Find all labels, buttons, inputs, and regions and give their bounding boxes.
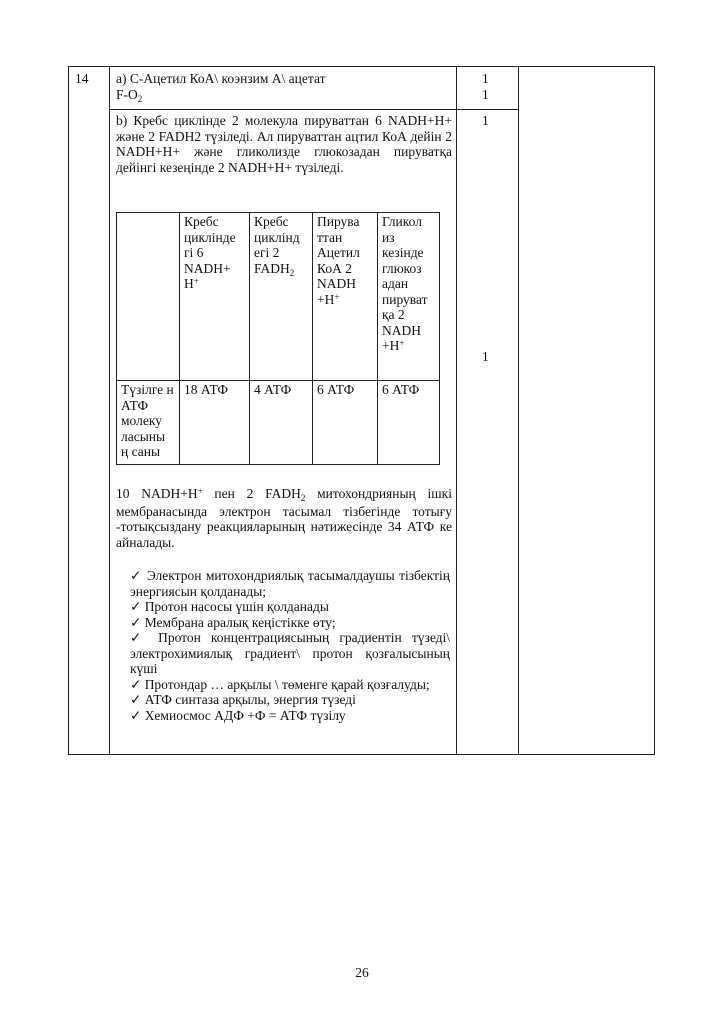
checklist xyxy=(130,568,450,723)
checklist-item: ✓ Хемиосмос АДФ +Ф = АТФ түзілу xyxy=(130,708,450,724)
column-divider-2 xyxy=(456,66,457,755)
table-border-top xyxy=(68,66,655,67)
part-b-intro: b) Кребс циклінде 2 молекула пируваттан 6 NADH+H+ және 2 FADH2 түзіледі. Ал пируваттан ацтил КоА дейін 2 NADH+H+ және гликолизде глюкозадан пируватқа дейінгі кезеңінде 2 NADH+H+ түзіледі. xyxy=(116,113,452,175)
atp-table-header: Кребс циклінд егі 2 $FADH_2$ xyxy=(250,213,313,381)
checklist-item: ✓ Электрон митохондриялық тасымалдаушы тізбектің энергиясын қолданады; xyxy=(130,568,450,599)
part-a-score-1: 1 xyxy=(482,71,489,86)
column-divider-3 xyxy=(518,66,519,755)
atp-table-header: Пирува ттан Ацетил КоА 2 NADH +H+ xyxy=(313,213,378,381)
atp-table-cell: 6 АТФ xyxy=(378,381,440,465)
atp-table xyxy=(116,212,440,465)
summary-paragraph: 10 NADH+H+ пен 2 $FADH_2$ митохондрияның ішкі мембранасында электрон тасымал тізбегінде тотығу -тотықсыздану реакцияларының нәтижесінде 34 АТФ ке айналады. xyxy=(116,486,452,550)
checklist-item: ✓ Протон концентрациясының градиентін түзеді\ электрохимиялық градиент\ протон қозғалысының күші xyxy=(130,630,450,677)
part-a-line1: a) C-Ацетил КоА\ коэнзим А\ ацетат xyxy=(116,71,326,86)
atp-table-row-label: Түзілге н АТФ молеку ласыны ң саны xyxy=(117,381,180,465)
column-divider-1 xyxy=(109,66,110,755)
table-border-left xyxy=(68,66,69,755)
atp-table-cell: 4 АТФ xyxy=(250,381,313,465)
atp-table-corner xyxy=(117,213,180,381)
part-b-score-2: 1 xyxy=(482,349,489,364)
checklist-item: ✓ Протондар … арқылы \ төменге қарай қозғалуды; xyxy=(130,677,450,693)
atp-table-header: Кребс циклінде гі 6 NADH+ H+ xyxy=(180,213,250,381)
atp-table-cell: 6 АТФ xyxy=(313,381,378,465)
page-number: 26 xyxy=(355,965,369,980)
checklist-item: ✓ Мембрана аралық кеңістікке өту; xyxy=(130,615,450,631)
row-divider-a-b xyxy=(109,109,519,110)
table-border-right xyxy=(654,66,655,755)
checklist-item: ✓ АТФ синтаза арқылы, энергия түзеді xyxy=(130,692,450,708)
atp-table-cell: 18 АТФ xyxy=(180,381,250,465)
checklist-item: ✓ Протон насосы үшін қолданады xyxy=(130,599,450,615)
part-a-line2: $F-O_2$ xyxy=(116,87,143,104)
part-a-score-2: 1 xyxy=(482,87,489,102)
part-b-score-1: 1 xyxy=(482,113,489,128)
atp-table-header: Гликол из кезінде глюкоз адан пируват қа 2 NADH +H+ xyxy=(378,213,440,381)
row-number: 14 xyxy=(75,71,89,86)
table-border-bottom xyxy=(68,754,655,755)
